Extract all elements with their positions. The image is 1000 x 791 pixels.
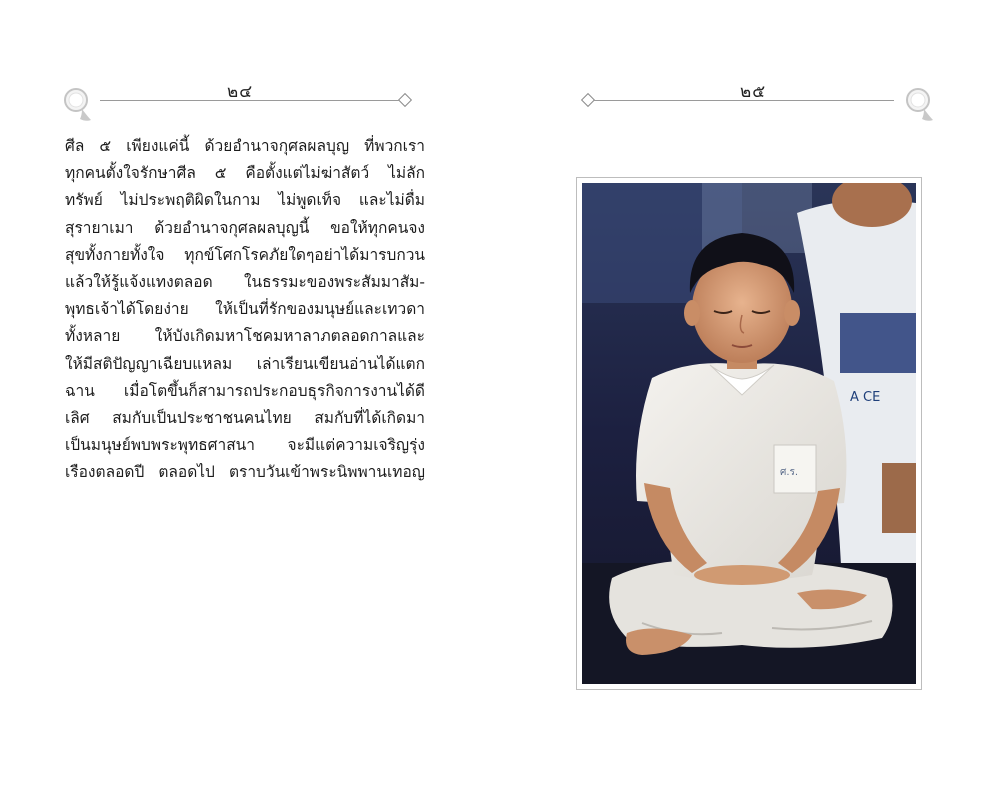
page-number: ๒๔ — [227, 82, 254, 102]
diamond-icon — [398, 93, 412, 107]
diamond-icon — [581, 93, 595, 107]
text-line: ศีล ๕ เพียงแค่นี้ ด้วยอำนาจกุศลผลบุญ ที่พวกเรา — [65, 137, 425, 155]
svg-text:ศ.ร.: ศ.ร. — [780, 467, 799, 478]
left-page-header — [62, 78, 422, 118]
right-page-header — [580, 78, 940, 118]
magnifier-ornament-icon — [904, 87, 934, 123]
text-line: แล้วให้รู้แจ้งแทงตลอด ในธรรมะของพระสัมมาสัม- — [65, 272, 425, 291]
page-number: ๒๕ — [740, 82, 767, 102]
magnifier-ornament-icon — [62, 87, 92, 123]
text-line: สุขทั้งกายทั้งใจ ทุกข์โศกโรคภัยใดๆอย่าได้มารบกวน — [65, 245, 425, 264]
text-line: สุรายาเมา ด้วยอำนาจกุศลผลบุญนี้ ขอให้ทุกคนจง — [65, 218, 425, 237]
text-line: เลิศ สมกับเป็นประชาชนคนไทย สมกับที่ได้เกิดมา — [65, 408, 425, 427]
text-line: พุทธเจ้าได้โดยง่าย ให้เป็นที่รักของมนุษย์และเทวดา — [65, 300, 425, 319]
text-line: ฉาน เมื่อโตขึ้นก็สามารถประกอบธุรกิจการงานได้ดี — [65, 381, 425, 400]
text-line: ทุกคนตั้งใจรักษาศีล ๕ คือตั้งแต่ไม่ฆ่าสัตว์ ไม่ลัก — [65, 164, 425, 183]
text-line: ให้มีสติปัญญาเฉียบแหลม เล่าเรียนเขียนอ่านได้แตก — [65, 354, 425, 373]
text-line: ทั้งหลาย ให้บังเกิดมหาโชคมหาลาภตลอดกาลและ — [65, 327, 425, 346]
text-line: เป็นมนุษย์พบพระพุทธศาสนา จะมีแต่ความเจริญรุ่ง — [65, 436, 425, 455]
photo-illustration — [582, 183, 916, 684]
photo-frame — [576, 177, 922, 690]
body-text — [65, 133, 425, 486]
text-line: ทรัพย์ ไม่ประพฤติผิดในกาม ไม่พูดเท็จ และไม่ดื่ม — [65, 191, 425, 210]
shirt-print-text: A CE — [850, 390, 881, 405]
text-line: เรืองตลอดปี ตลอดไป ตราบวันเข้าพระนิพพานเทอญ — [65, 463, 425, 482]
meditating-boy-photo — [582, 183, 916, 684]
